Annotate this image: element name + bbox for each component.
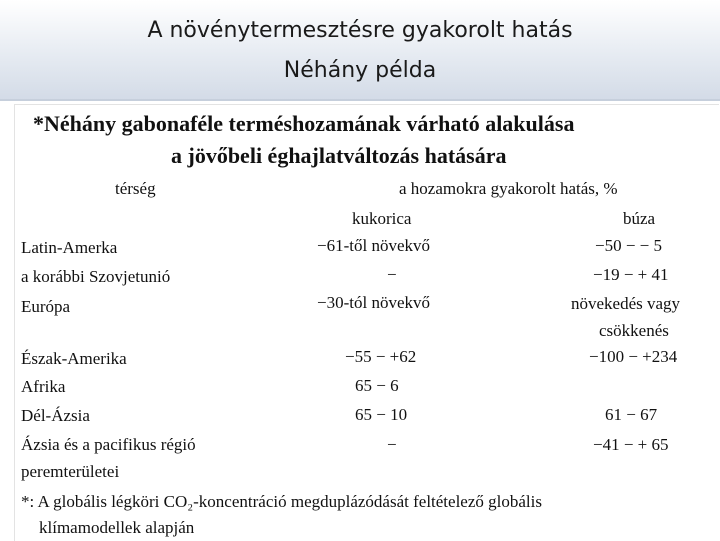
- table-row-region: Ázsia és a pacifikus régió: [21, 435, 196, 454]
- table-row-region: a korábbi Szovjetunió: [21, 267, 171, 286]
- table-row-region-line2: peremterületei: [21, 462, 120, 481]
- table-row-wheat: −19 − + 41: [593, 265, 669, 284]
- table-row-maize: −61-től növekvő: [317, 236, 430, 255]
- column-header-maize: kukorica: [352, 209, 412, 228]
- table-row-maize: 65 − 10: [355, 405, 408, 424]
- scanned-table-document: [14, 104, 719, 541]
- table-row-wheat: −50 − − 5: [595, 236, 663, 255]
- table-row-wheat: −41 − + 65: [593, 435, 669, 454]
- column-header-region: térség: [115, 179, 156, 198]
- table-row-region: Európa: [21, 297, 71, 316]
- table-row-maize: −30-tól növekvő: [317, 293, 430, 312]
- table-row-wheat: −100 − +234: [589, 347, 678, 366]
- slide-title: A növénytermesztésre gyakorolt hatás: [147, 18, 573, 43]
- table-row-region: Dél-Ázsia: [21, 406, 90, 425]
- table-row-wheat-line2: csökkenés: [599, 321, 669, 340]
- table-row-region: Afrika: [21, 377, 66, 396]
- table-row-region: Észak-Amerika: [21, 349, 127, 368]
- column-header-wheat: búza: [623, 209, 656, 228]
- column-header-effect: a hozamokra gyakorolt hatás, %: [399, 179, 618, 198]
- table-row-maize: −: [387, 435, 397, 454]
- slide-header: [0, 0, 720, 100]
- slide-subtitle: Néhány példa: [283, 58, 437, 83]
- table-row-maize: 65 − 6: [355, 376, 399, 395]
- footnote-line1: *: A globális légköri CO₂-koncentráció megduplázódását feltételező globális: [21, 492, 542, 511]
- footnote-line2: klímamodellek alapján: [39, 518, 195, 537]
- table-row-maize: −55 − +62: [345, 347, 417, 366]
- table-heading-line2: a jövőbeli éghajlatváltozás hatására: [171, 143, 507, 168]
- table-row-wheat: növekedés vagy: [571, 294, 681, 313]
- header-divider: [0, 99, 720, 101]
- table-row-region: Latin-Amerka: [21, 238, 118, 257]
- table-row-maize: −: [387, 265, 397, 284]
- table-row-wheat: 61 − 67: [605, 405, 658, 424]
- table-heading-line1: *Néhány gabonaféle terméshozamának várható alakulása: [33, 111, 575, 136]
